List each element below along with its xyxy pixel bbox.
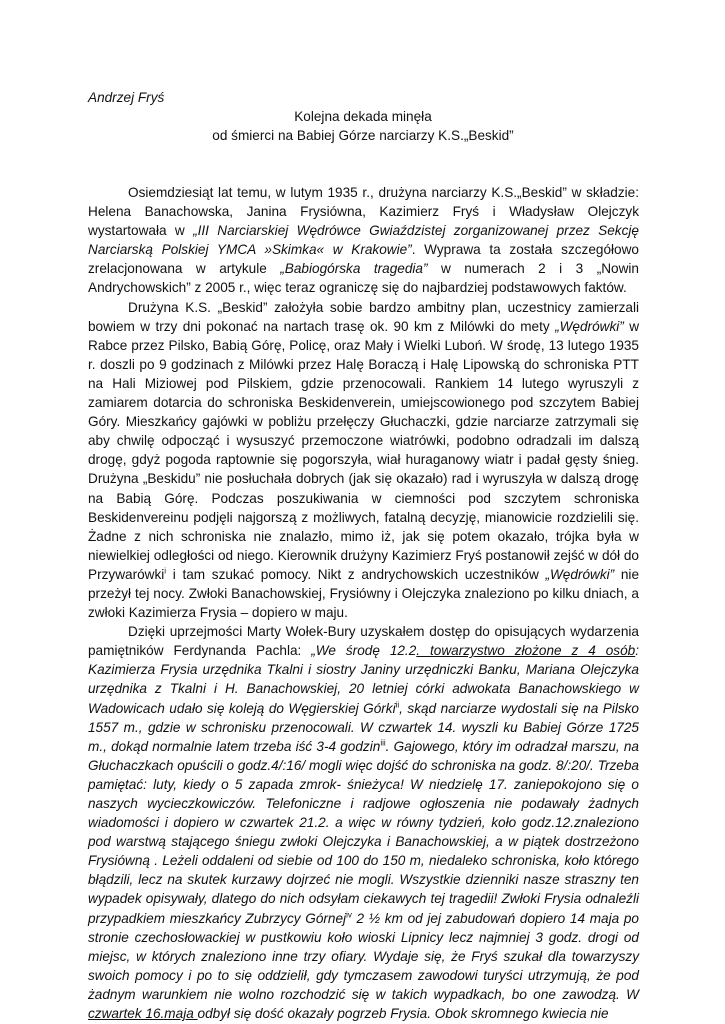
quote-underlined-2: czwartek 16.maja [88,1006,198,1022]
quote-underlined-1: . towarzystwo złożone z 4 osób [416,643,636,659]
paragraph-3-text-a: Dzięki uprzejmości Marty Wołek-Bury uzyskałem dostęp do opisujących wydarzenia pamiętników Ferdynanda Pachla: [88,624,639,659]
footnote-ref-iii[interactable]: iii [380,738,386,748]
quote-part-f: 2 ½ km od jej zabudowań dopiero 14 maja po stronie czechosłowackiej w pustkowiu koło wioski Lipnicy lecz najmniej 3 godz. drogi od miejsc, w których znaleziono inne trzy ofiary. Wydaje się, że Fryś szukał dla towarzyszy swoich pomocy i po to się oddzielił, gdy tymczasem zawodowi turyści utrzymują, że pod żadnym warunkiem nie wolno rozchodzić się w takich wypadkach, bo one zawodzą. W [88,910,639,1002]
footnote-ref-ii[interactable]: ii [395,700,400,709]
paragraph-2-italic-b: „Wędrówki” [555,318,624,334]
paragraph-2-text-c: w Rabce przez Pilsko, Babią Górę, Policę, oraz Mały i Wielki Luboń. W środę, 13 lutego 1935 r. doszli po 9 godzinach z Milówki przez Halę Boraczą i Halę Lipowską do schroniska PTT na Hali Miziowej pod Pilskiem, gdzie przenocowali. Rankiem 14 lutego wyruszyli z zamiarem dotarcia do schroniska Beskidenverein, umiejscowionego pod szczytem Babiej Góry. Mieszkańcy gajówki w pobliżu przełęczy Głuchaczki, gdzie narciarze zatrzymali się aby chwilę odpocząć i wysuszyć przemoczone wiatrówki, podobno odradzali im dalszą drogę, gdyż pogoda raptownie się pogorszyła, wiał huraganowy wiatr i padał gęsty śnieg. Drużyna „Beskidu” nie posłuchała dobrych (jak się okazało) rad i wyruszyła w dalszą drogę na Babią Górę. Podczas poszukiwania w ciemności pod szczytem schroniska Beskidenvereinu podjęli najgorszą z możliwych, fatalną decyzję, mianowicie rozdzielili się. Żadne z nich schroniska nie znalazło, mimo iż, jak się potem okazało, trójka była w niewielkiej odległości od niego. Kierownik drużyny Kazimierz Fryś postanowił zejść w dół do Przywarówki [88,318,640,582]
footnote-ref-i[interactable]: i [164,566,167,576]
footnote-ref-iv[interactable]: iv [346,910,352,920]
quote-part-c: : Kazimierza Frysia urzędnika Tkalni i siostry Janiny urzędniczki Banku, Mariana Olejczyka urzędnika z Tkalni i H. Banachowskiej, 20 letniej córki adwokata Banachowskiego w Wadowicach udało się koleją do Węgierskiej Górki [88,643,640,716]
paragraph-2-text-d: i tam szukać pomocy. Nikt z andrychowskich uczestników [166,566,546,582]
paragraph-2 [88,298,639,623]
paragraph-2-text-f: nie przeżył tej nocy. Zwłoki Banachowskiej, Frysiówny i Olejczyka znaleziono po kilku dniach, a zwłoki Kazimierza Frysia – dopiero w maju. [88,566,640,621]
paragraph-2-italic-e: „Wędrówki” [545,566,615,582]
article-title [88,107,638,145]
author-name: Andrzej Fryś [88,90,165,105]
event-name: „III Narciarskiej Wędrówce Gwiaździstej zorganizowanej przez Sekcję Narciarską Polskiej YMCA »Skimka« w Krakowie” [88,223,639,258]
paragraph-1 [88,183,639,298]
quote-start: „We środę 12.2 [311,643,417,659]
paragraph-1-text-e: w numerach 2 i 3 „Nowin Andrychowskich” z 2005 r., więc teraz ograniczę się do najbardziej podstawowych faktów. [88,261,639,296]
paragraph-3 [88,622,639,1023]
quote-part-e: . Gajowego, który im odradzał marszu, na Głuchaczkach opuścili o godz.4/:16/ mogli więc dojść do schroniska na godz. 8/:20/. Trzeba pamiętać: luty, kiedy o 5 zapada zmrok- śnieżyca! W niedzielę 17. zaniepokojono się o naszych wycieczkowiczów. Telefoniczne i radjowe ogłoszenia nie podawały żadnych wiadomości i dopiero w czwartek 21.2. a więc w równy tydzień, koło godz.12.znaleziono pod warstwą stającego śniegu zwłoki Olejczyka i Banachowskiej, a w piątek dostrzeżono Frysiówną . Leżeli oddaleni od siebie od 100 do 150 m, niedaleko schroniska, koło którego błądzili, lecz na skutek kurzawy dojrzeć nie mogli. Wszystkie dzienniki nasze straszny ten wypadek opisywały, dlatego do nich odsyłam ciekawych tej tragedii! Zwłoki Frysia odnaleźli przypadkiem mieszkańcy Zubrzycy Górnej [88,738,639,926]
title-line-2: od śmierci na Babiej Górze narciarzy K.S.„Beskid” [212,128,514,144]
quote-part-h: odbył się dość okazały pogrzeb Frysia. Obok skromnego kwiecia nie [197,1006,609,1022]
paragraph-1-text-c: . Wyprawa ta została szczegółowo zrelacjonowana w artykule [88,242,639,277]
article-body [88,183,639,1023]
paragraph-2-text-a: Drużyna K.S. „Beskid” założyła sobie bardzo ambitny plan, uczestnicy zamierzali bowiem w trzy dni pokonać na nartach trasę ok. 90 km z Milówki do mety [88,299,639,334]
paragraph-1-text-a: Osiemdziesiąt lat temu, w lutym 1935 r., drużyna narciarzy K.S.„Beskid” w składzie: Helena Banachowska, Janina Frysiówna, Kazimierz Fryś i Władysław Olejczyk wystartowała w [88,185,639,239]
title-line-1: Kolejna dekada minęła [294,109,432,124]
quote-part-d: , skąd narciarze wydostali się na Pilsko 1557 m., gdzie w schronisku przenocowali. W czwartek 14. wyszli ku Babiej Górze 1725 m., dokąd normalnie latem trzeba iść 3-4 godzin [88,700,639,754]
article-reference: „Babiogórska tragedia” [280,261,428,277]
